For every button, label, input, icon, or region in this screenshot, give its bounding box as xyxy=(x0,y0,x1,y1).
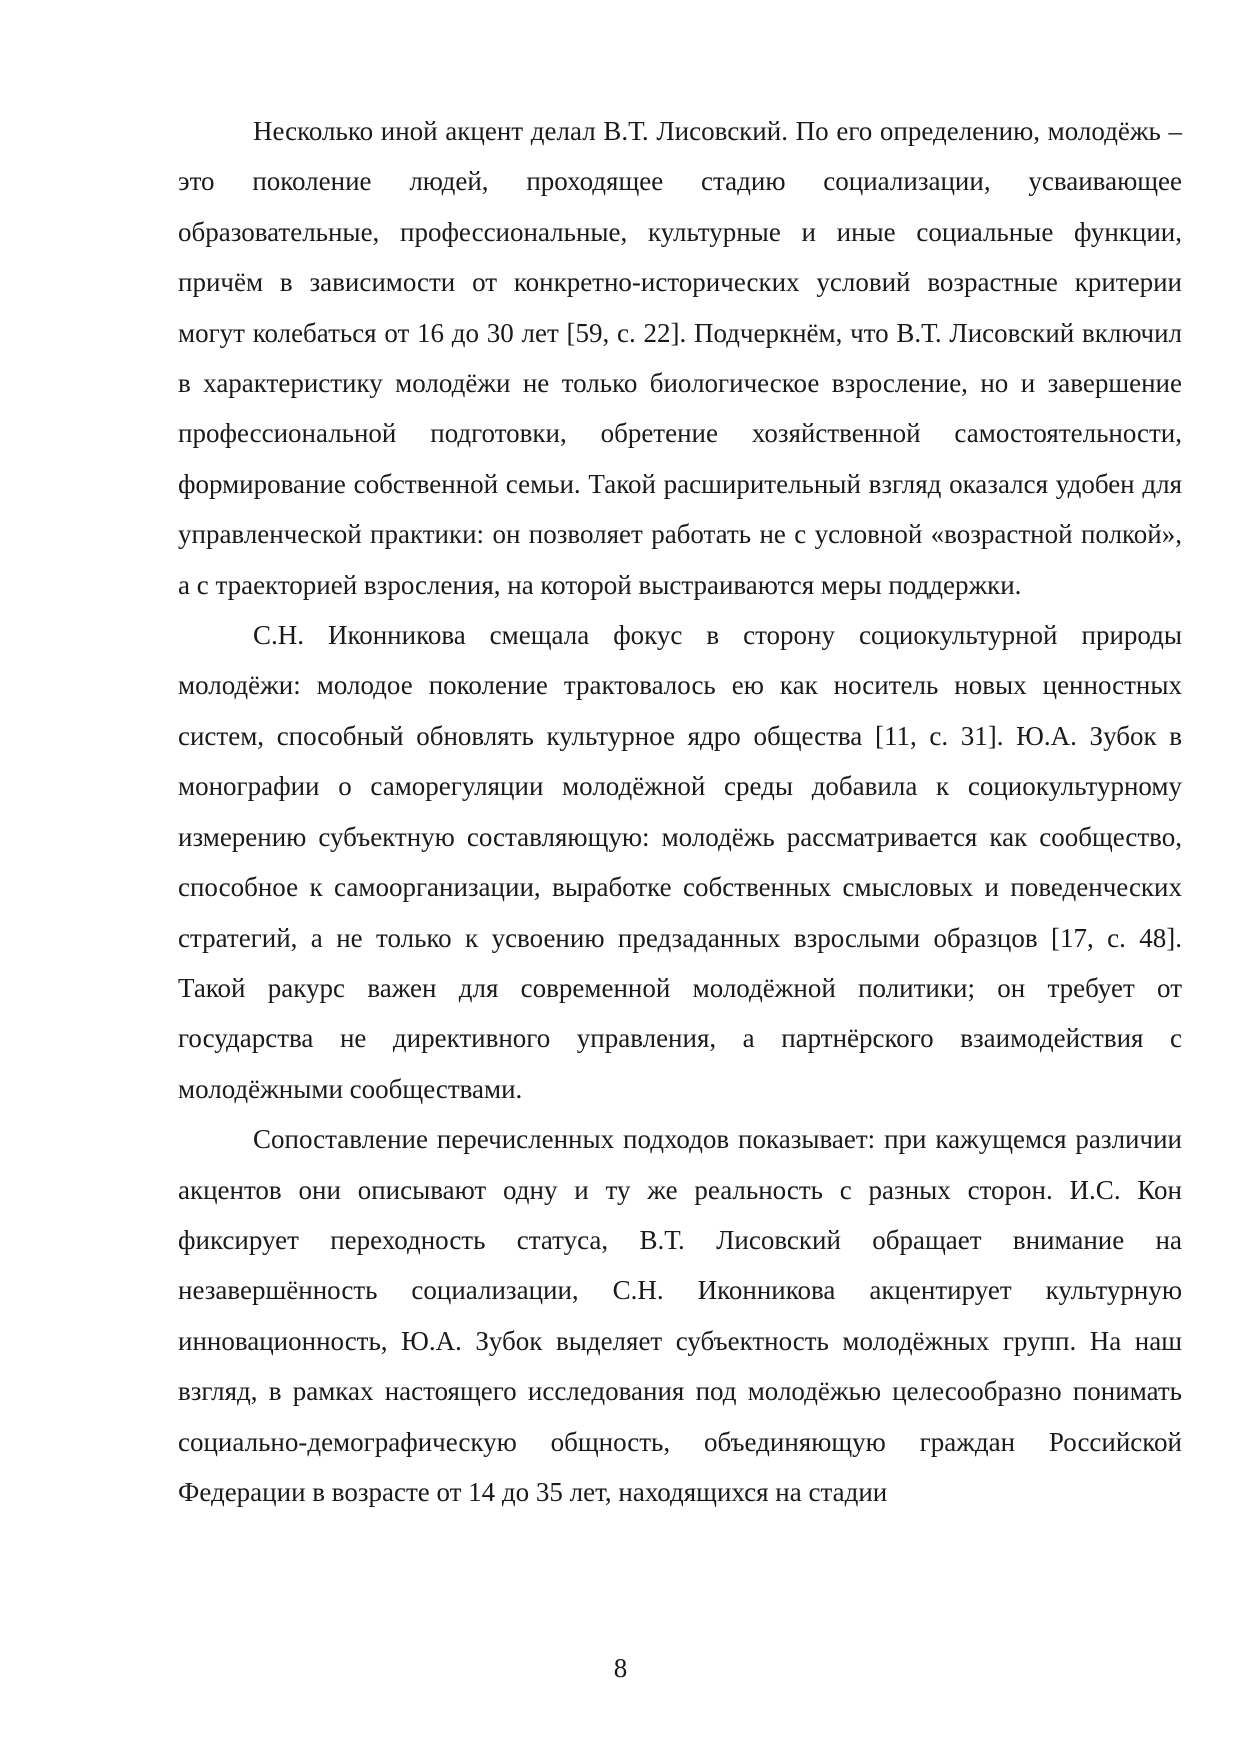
paragraph-lisovsky: Несколько иной акцент делал В.Т. Лисовский. По его определению, молодёжь – это поколение людей, проходящее стадию социализации, усваивающее образовательные, профессиональные, культурные и иные социальные функции, причём в зависимости от конкретно-исторических условий возрастные критерии могут колебаться от 16 до 30 лет [59, с. 22]. Подчеркнём, что В.Т. Лисовский включил в характеристику молодёжи не только биологическое взросление, но и завершение профессиональной подготовки, обретение хозяйственной самостоятельности, формирование собственной семьи. Такой расширительный взгляд оказался удобен для управленческой практики: он позволяет работать не с условной «возрастной полкой», а с траекторией взросления, на которой выстраиваются меры поддержки. xyxy=(178,116,1182,600)
body-text xyxy=(178,106,1182,1517)
paragraph-ikonnikova: С.Н. Иконникова смещала фокус в сторону социокультурной природы молодёжи: молодое поколение трактовалось ею как носитель новых ценностных систем, способный обновлять культурное ядро общества [11, с. 31]. Ю.А. Зубок в монографии о саморегуляции молодёжной среды добавила к социокультурному измерению субъектную составляющую: молодёжь рассматривается как сообщество, способное к самоорганизации, выработке собственных смысловых и поведенческих стратегий, а не только к усвоению предзаданных взрослыми образцов [17, с. 48]. Такой ракурс важен для современной молодёжной политики; он требует от государства не директивного управления, а партнёрского взаимодействия с молодёжными сообществами. xyxy=(178,620,1182,1104)
page-number: 8 xyxy=(613,1653,628,1683)
paragraph-comparison: Сопоставление перечисленных подходов показывает: при кажущемся различии акцентов они описывают одну и ту же реальность с разных сторон. И.С. Кон фиксирует переходность статуса, В.Т. Лисовский обращает внимание на незавершённость социализации, С.Н. Иконникова акцентирует культурную инновационность, Ю.А. Зубок выделяет субъектность молодёжных групп. На наш взгляд, в рамках настоящего исследования под молодёжью целесообразно понимать социально-демографическую общность, объединяющую граждан Российской Федерации в возрасте от 14 до 35 лет, находящихся на стадии xyxy=(178,1124,1182,1507)
